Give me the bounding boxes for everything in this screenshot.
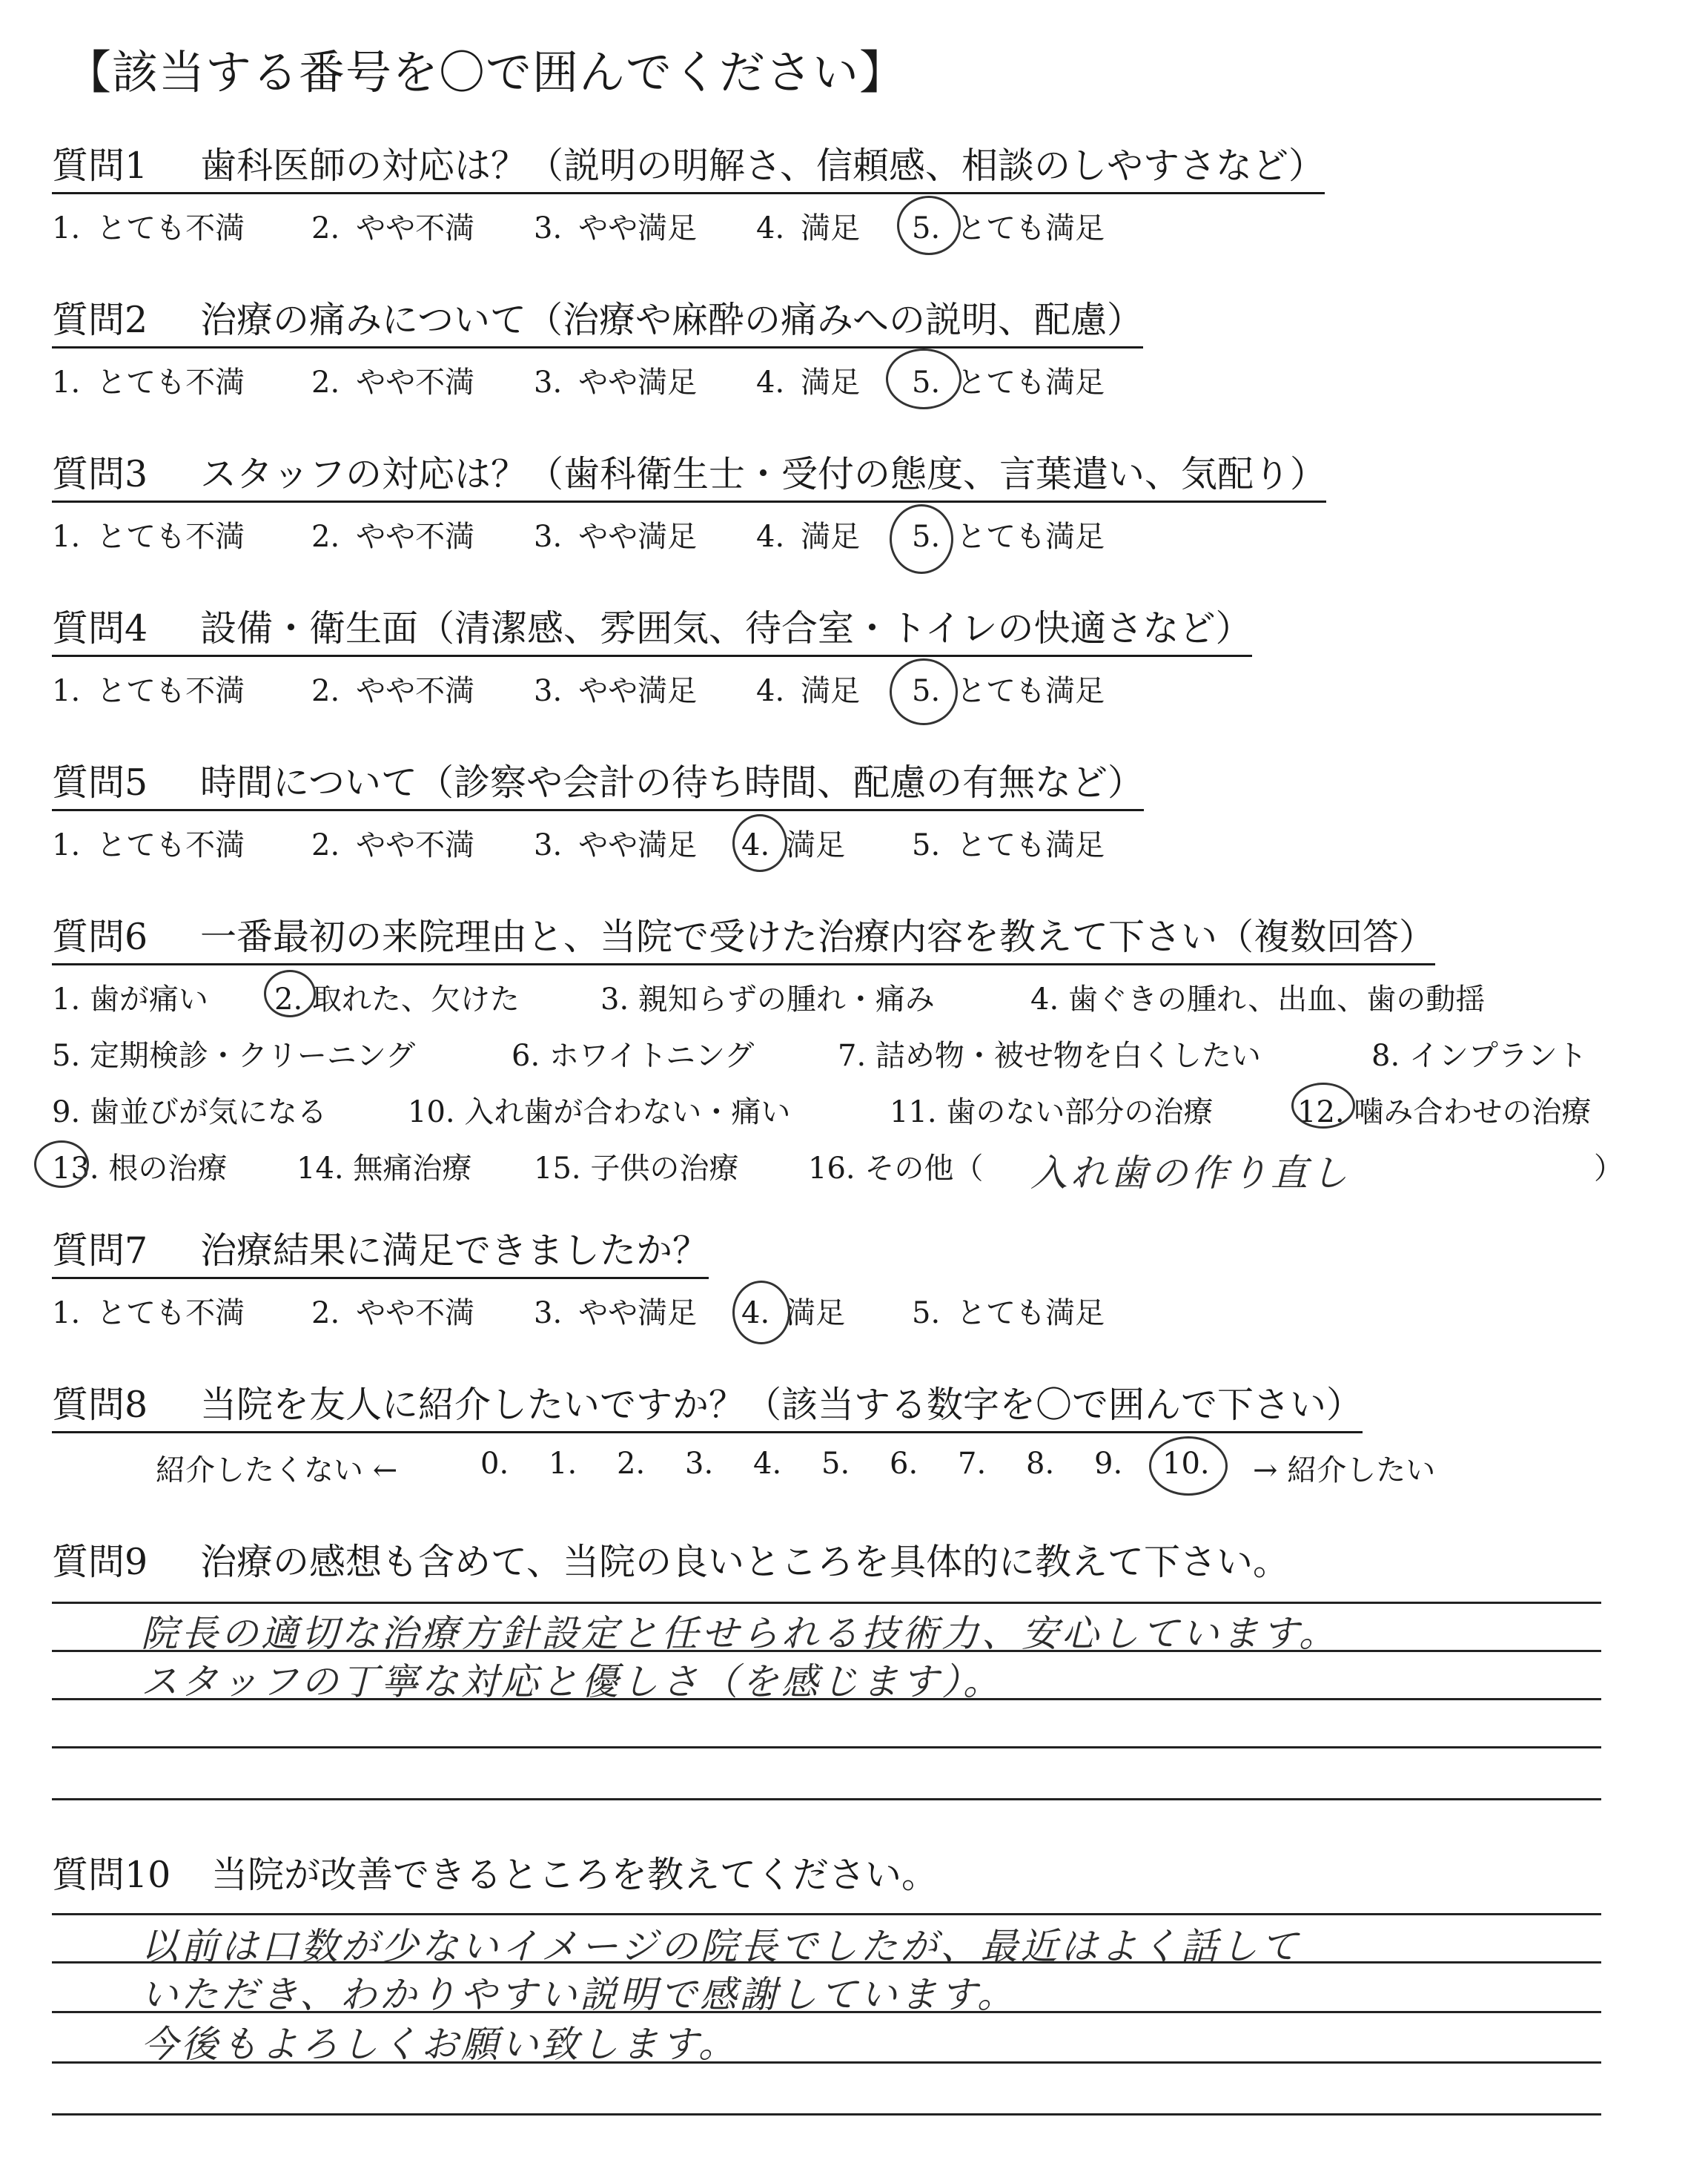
scale-option-1[interactable]: 1. とても不満 (52, 211, 245, 245)
scale-option-2[interactable]: 2. やや不満 (311, 828, 475, 862)
page-title: 【該当する番号を〇で囲んでください】 (65, 45, 907, 99)
selection-circle (897, 196, 961, 255)
scale-option-1[interactable]: 1. とても不満 (52, 1296, 245, 1330)
scale-option-3[interactable]: 3. やや満足 (534, 674, 698, 708)
selection-circle (264, 970, 316, 1017)
q9-answer-line-2[interactable]: スタッフの丁寧な対応と優しさ（を感じます）。 (141, 1660, 1003, 1703)
rating-scale (52, 822, 1144, 868)
rec-0[interactable]: 0. (480, 1447, 509, 1481)
scale-option-2[interactable]: 2. やや不満 (311, 1296, 475, 1330)
q6-option-11[interactable]: 11. 歯のない部分の治療 (890, 1095, 1214, 1129)
scale-option-2[interactable]: 2. やや不満 (311, 366, 475, 400)
selection-circle (732, 814, 787, 872)
scale-option-4[interactable]: 4. 満足 (741, 1296, 846, 1330)
scale-option-2[interactable]: 2. やや不満 (311, 520, 475, 554)
rec-1[interactable]: 1. (549, 1447, 577, 1481)
q6-option-5[interactable]: 5. 定期検診・クリーニング (52, 1039, 416, 1073)
q6-option-13[interactable]: 13. 根の治療 (52, 1152, 228, 1186)
scale-option-1[interactable]: 1. とても不満 (52, 828, 245, 862)
question-heading: 質問1 歯科医師の対応は？（説明の明解さ、信頼感、相談のしやすさなど） (52, 137, 1325, 194)
q6-option-14[interactable]: 14. 無痛治療 (297, 1152, 472, 1186)
q6-option-6[interactable]: 6. ホワイトニング (512, 1039, 755, 1073)
question-1 (52, 137, 1325, 251)
answer-rule (52, 1798, 1601, 1800)
rating-scale (52, 667, 1252, 713)
question-heading: 質問7 治療結果に満足できましたか？ (52, 1222, 709, 1279)
q10-answer-line-2[interactable]: いただき、わかりやすい説明で感謝しています。 (141, 1973, 1017, 2016)
scale-option-5[interactable]: 5. とても満足 (912, 211, 1105, 245)
q6-option-4[interactable]: 4. 歯ぐきの腫れ、出血、歯の動揺 (1030, 982, 1486, 1017)
recommend-scale (52, 1447, 1436, 1493)
rec-6[interactable]: 6. (890, 1447, 918, 1481)
rec-8[interactable]: 8. (1026, 1447, 1055, 1481)
question-heading: 質問6 一番最初の来院理由と、当院で受けた治療内容を教えて下さい（複数回答） (52, 908, 1435, 965)
scale-option-2[interactable]: 2. やや不満 (311, 674, 475, 708)
q6-option-8[interactable]: 8. インプラント (1371, 1039, 1587, 1073)
question-2 (52, 291, 1143, 405)
answer-rule (52, 1913, 1601, 1915)
q6-option-1[interactable]: 1. 歯が痛い (52, 982, 208, 1017)
options-row-2 (52, 1032, 1587, 1089)
scale-option-4[interactable]: 4. 満足 (756, 674, 861, 708)
question-heading: 質問4 設備・衛生面（清潔感、雰囲気、待合室・トイレの快適さなど） (52, 600, 1252, 657)
scale-option-5[interactable]: 5. とても満足 (912, 366, 1105, 400)
answer-rule (52, 1746, 1601, 1748)
scale-option-5[interactable]: 5. とても満足 (912, 674, 1105, 708)
options-row-4 (52, 1145, 1623, 1201)
q6-option-10[interactable]: 10. 入れ歯が合わない・痛い (408, 1095, 791, 1129)
question-5 (52, 754, 1144, 868)
q6-option-15[interactable]: 15. 子供の治療 (534, 1152, 739, 1186)
scale-option-1[interactable]: 1. とても不満 (52, 520, 245, 554)
options-row-1 (52, 976, 1486, 1032)
selection-circle (890, 658, 958, 725)
rec-9[interactable]: 9. (1094, 1447, 1123, 1481)
q6-option-3[interactable]: 3. 親知らずの腫れ・痛み (600, 982, 935, 1017)
question-heading: 質問5 時間について（診察や会計の待ち時間、配慮の有無など） (52, 754, 1144, 811)
question-10 (52, 1846, 938, 1901)
question-heading: 質問10 当院が改善できるところを教えてください。 (52, 1854, 939, 1896)
right-label: → 紹介したい (1253, 1453, 1436, 1487)
scale-option-3[interactable]: 3. やや満足 (534, 211, 698, 245)
q6-option-2[interactable]: 2. 取れた、欠けた (274, 982, 520, 1017)
rating-scale (52, 205, 1325, 251)
question-heading: 質問8 当院を友人に紹介したいですか？（該当する数字を〇で囲んで下さい） (52, 1376, 1363, 1433)
answer-rule (52, 2113, 1601, 2116)
rating-scale (52, 1289, 1105, 1335)
scale-option-2[interactable]: 2. やや不満 (311, 211, 475, 245)
rec-2[interactable]: 2. (617, 1447, 646, 1481)
question-9 (52, 1533, 1289, 1588)
rec-3[interactable]: 3. (685, 1447, 714, 1481)
scale-option-4[interactable]: 4. 満足 (756, 366, 861, 400)
scale-option-3[interactable]: 3. やや満足 (534, 520, 698, 554)
question-3 (52, 446, 1326, 559)
scale-option-5[interactable]: 5. とても満足 (912, 828, 1105, 862)
rating-scale (52, 513, 1326, 559)
rec-10[interactable]: 10. (1162, 1447, 1210, 1481)
question-heading: 質問2 治療の痛みについて（治療や麻酔の痛みへの説明、配慮） (52, 291, 1143, 349)
question-7 (52, 1222, 1105, 1335)
selection-circle (1291, 1083, 1355, 1129)
q6-option-7[interactable]: 7. 詰め物・被せ物を白くしたい (838, 1039, 1261, 1073)
selection-circle (732, 1281, 790, 1344)
selection-circle (1149, 1436, 1228, 1496)
selection-circle (34, 1140, 89, 1188)
scale-option-3[interactable]: 3. やや満足 (534, 366, 698, 400)
scale-option-5[interactable]: 5. とても満足 (912, 520, 1105, 554)
q10-answer-line-1[interactable]: 以前は口数が少ないイメージの院長でしたが、最近はよく話して (141, 1925, 1301, 1968)
question-heading: 質問9 治療の感想も含めて、当院の良いところを具体的に教えて下さい。 (52, 1541, 1290, 1583)
left-label: 紹介したくない ← (156, 1453, 398, 1487)
options-row-3 (52, 1089, 1592, 1145)
question-8 (52, 1376, 1436, 1493)
question-6 (52, 908, 1623, 1201)
scale-option-1[interactable]: 1. とても不満 (52, 366, 245, 400)
scale-option-3[interactable]: 3. やや満足 (534, 828, 698, 862)
scale-option-4[interactable]: 4. 満足 (756, 211, 861, 245)
question-4 (52, 600, 1252, 713)
question-heading: 質問3 スタッフの対応は？（歯科衛生士・受付の態度、言葉遣い、気配り） (52, 446, 1326, 503)
rec-4[interactable]: 4. (753, 1447, 782, 1481)
scale-option-5[interactable]: 5. とても満足 (912, 1296, 1105, 1330)
q9-answer-line-1[interactable]: 院長の適切な治療方針設定と任せられる技術力、安心しています。 (141, 1612, 1339, 1655)
scale-option-1[interactable]: 1. とても不満 (52, 674, 245, 708)
scale-option-3[interactable]: 3. やや満足 (534, 1296, 698, 1330)
selection-circle (886, 349, 961, 409)
selection-circle (890, 504, 953, 574)
rec-7[interactable]: 7. (958, 1447, 987, 1481)
scale-option-4[interactable]: 4. 満足 (756, 520, 861, 554)
rec-5[interactable]: 5. (821, 1447, 850, 1481)
close-paren: ） (1594, 1152, 1623, 1186)
scale-option-4[interactable]: 4. 満足 (741, 828, 846, 862)
q6-option-16[interactable]: 16. その他（ (808, 1152, 984, 1186)
q10-answer-line-3[interactable]: 今後もよろしくお願い致します。 (141, 2023, 738, 2066)
q6-option-9[interactable]: 9. 歯並びが気になる (52, 1095, 327, 1129)
q6-other-handwritten[interactable]: 入れ歯の作り直し (1030, 1152, 1351, 1195)
rating-scale (52, 359, 1143, 405)
q6-option-12[interactable]: 12. 噛み合わせの治療 (1297, 1095, 1592, 1129)
